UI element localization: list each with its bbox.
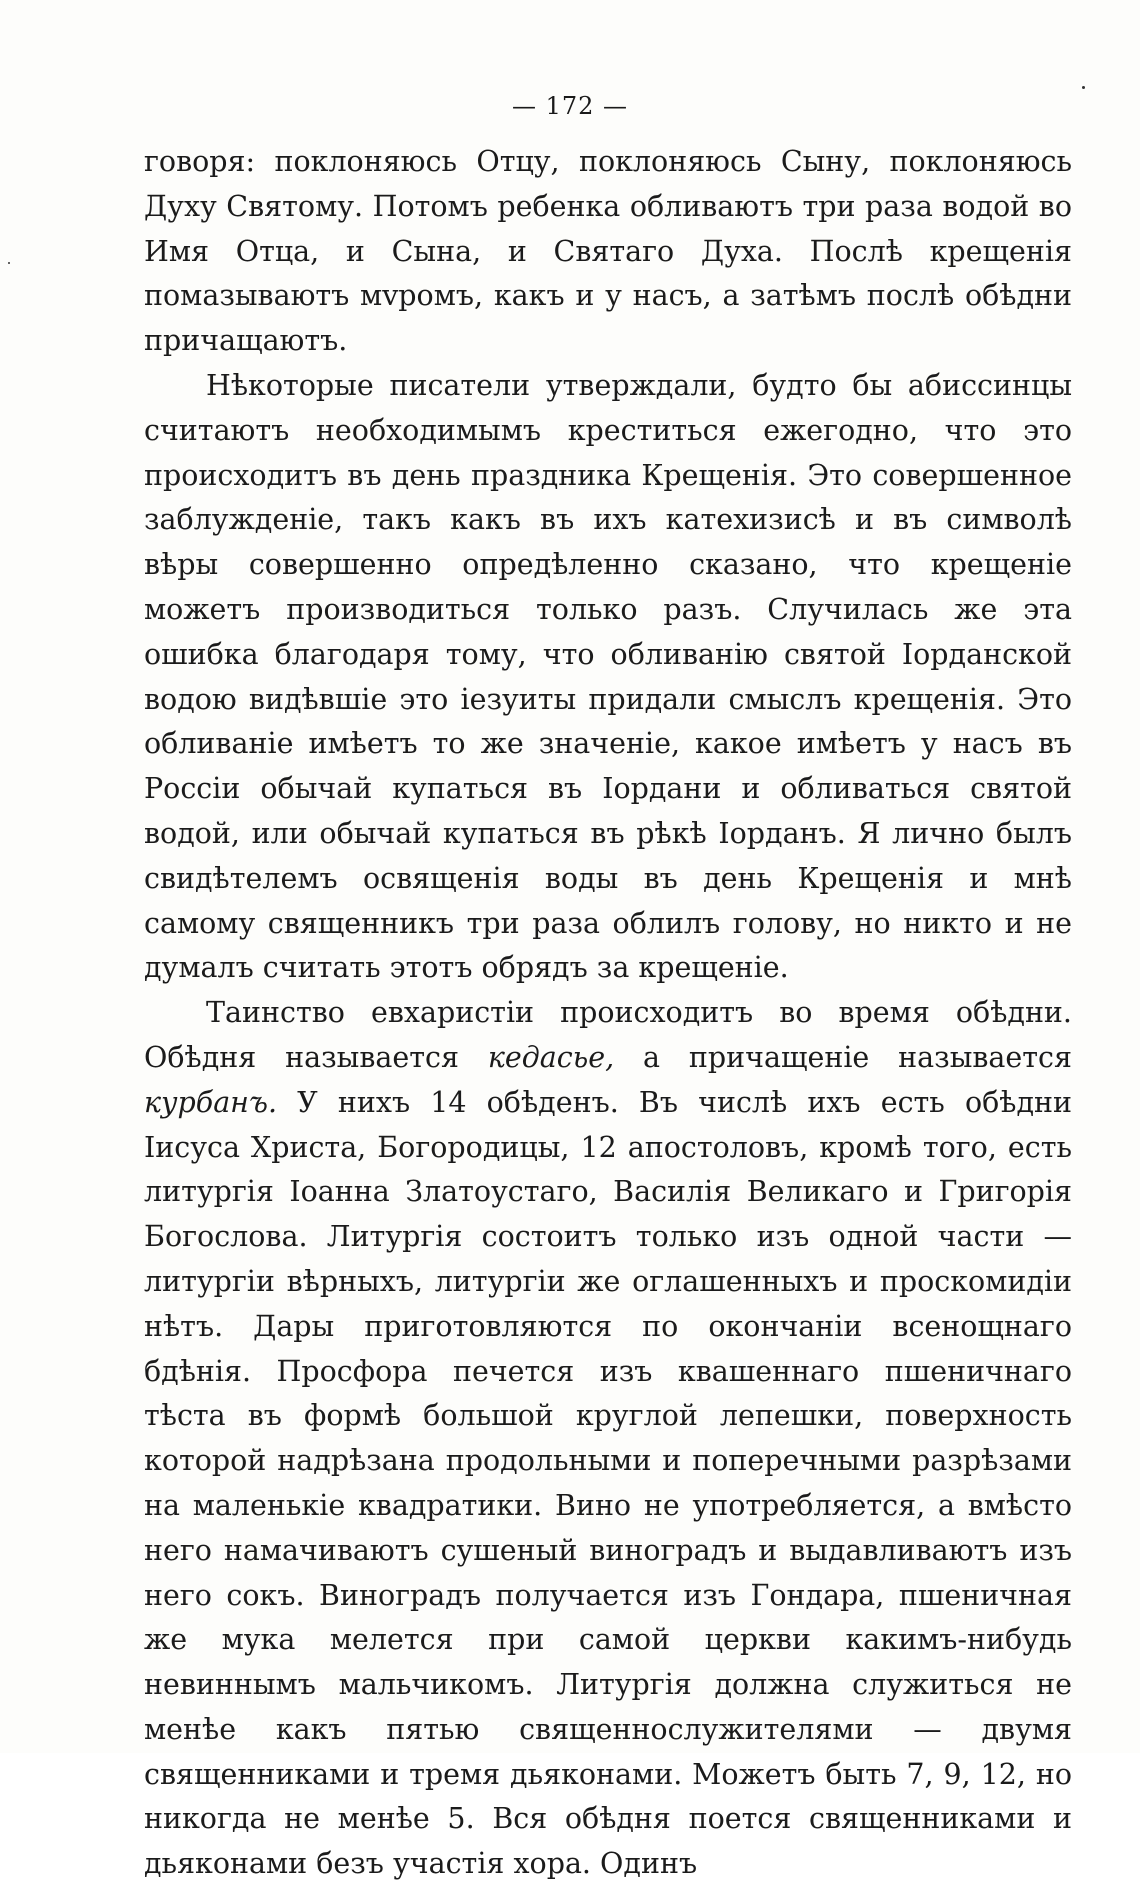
print-speck xyxy=(1082,86,1085,89)
term-kedase: кедасье, xyxy=(487,1040,615,1074)
print-speck xyxy=(8,262,10,264)
term-kurban: курбанъ. xyxy=(144,1085,278,1119)
paragraph-baptism-continuation: говоря: поклоняюсь Отцу, поклоняюсь Сыну, поклоняюсь Духу Святому. Потомъ ребенка обливаютъ три раза водой во Имя Отца, и Сына, и Святаго Духа. Послѣ крещенія помазываютъ мvромъ, какъ и у насъ, а затѣмъ послѣ обѣдни причащаютъ. xyxy=(144,145,1072,358)
eucharist-text-b: а причащеніе называется xyxy=(614,1040,1072,1074)
page-number: — 172 — xyxy=(511,92,629,120)
eucharist-text-a: Таинство евхаристіи происходитъ во время обѣдни. Обѣдня называется xyxy=(144,996,1072,1074)
page-text xyxy=(144,140,1072,1887)
eucharist-text-c: У нихъ 14 обѣденъ. Въ числѣ ихъ есть обѣдни Іисуса Христа, Богородицы, 12 апостоловъ, кромѣ того, есть литургія Іоанна Златоустаго, Василія Великаго и Григорія Богослова. Литургія состоитъ только изъ одной части — литургіи вѣрныхъ, литургіи же оглашенныхъ и проскомидіи нѣтъ. Дары приготовляются по окончаніи всенощнаго бдѣнія. Просфора печется изъ квашеннаго пшеничнаго тѣста въ формѣ большой круглой лепешки, поверхность которой надрѣзана продольными и поперечными разрѣзами на маленькіе квадратики. Вино не употребляется, а вмѣсто него намачиваютъ сушеный виноградъ и выдавливаютъ изъ него сокъ. Виноградъ получается изъ Гондара, пшеничная же мука мелется при самой церкви какимъ-нибудь невиннымъ мальчикомъ. Литургія должна служиться не менѣе какъ пятью священнослужителями — двумя священниками и тремя дьяконами. Можетъ быть 7, 9, 12, но никогда не менѣе 5. Вся обѣдня поется священниками и дьяконами безъ участія хора. Одинъ xyxy=(144,1085,1072,1881)
paragraph-yearly-baptism: Нѣкоторые писатели утверждали, будто бы абиссинцы считаютъ необходимымъ креститься ежегодно, что это происходитъ въ день праздника Крещенія. Это совершенное заблужденіе, такъ какъ въ ихъ катехизисѣ и въ символѣ вѣры совершенно опредѣленно сказано, что крещеніе можетъ производиться только разъ. Случилась же эта ошибка благодаря тому, что обливанію святой Іорданской водою видѣвшіе это іезуиты придали смыслъ крещенія. Это обливаніе имѣетъ то же значеніе, какое имѣетъ у насъ въ Россіи обычай купаться въ Іордани и обливаться святой водой, или обычай купаться въ рѣкѣ Іорданъ. Я лично былъ свидѣтелемъ освященія воды въ день Крещенія и мнѣ самому священникъ три раза облилъ голову, но никто и не думалъ считать этотъ обрядъ за крещеніе. xyxy=(144,368,1072,985)
